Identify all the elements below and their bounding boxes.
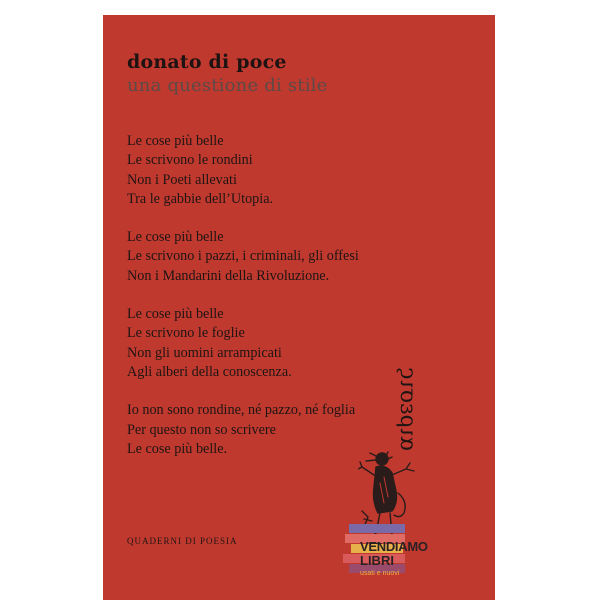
stanza <box>127 228 447 286</box>
bookseller-stamp <box>343 520 433 600</box>
poem-line: Tra le gabbie dell’Utopia. <box>127 190 274 207</box>
poem-line: Le cose più belle. <box>127 440 228 457</box>
stamp-line-1: VENDIAMO <box>360 539 428 554</box>
poem-line: Le scrivono le rondini <box>127 152 253 169</box>
stamp-line-2: LIBRI <box>360 553 394 568</box>
poem-line: Non gli uomini arrampicati <box>127 344 282 361</box>
poem-line: Per questo non so scrivere <box>127 421 276 438</box>
poem-line: Io non sono rondine, né pazzo, né foglia <box>127 402 356 419</box>
author-name: donato di poce <box>127 51 287 73</box>
poem-line: Non i Poeti allevati <box>127 171 237 188</box>
poem-line: Agli alberi della conoscenza. <box>127 363 292 380</box>
poem-line: Non i Mandarini della Rivoluzione. <box>127 267 330 284</box>
publisher-name: αιρεσις <box>395 367 420 451</box>
book-title: una questione di stile <box>127 75 328 96</box>
stanza <box>127 132 447 209</box>
poem-line: Le scrivono le foglie <box>127 325 245 342</box>
stamp-line-3: usati e nuovi <box>360 570 400 577</box>
poem-line: Le scrivono i pazzi, i criminali, gli offesi <box>127 248 359 265</box>
poem-line: Le cose più belle <box>127 229 224 246</box>
poem-line: Le cose più belle <box>127 306 224 323</box>
series-label: QUADERNI DI POESIA <box>127 536 238 546</box>
book-cover <box>103 15 495 600</box>
poem-line: Le cose più belle <box>127 133 224 149</box>
